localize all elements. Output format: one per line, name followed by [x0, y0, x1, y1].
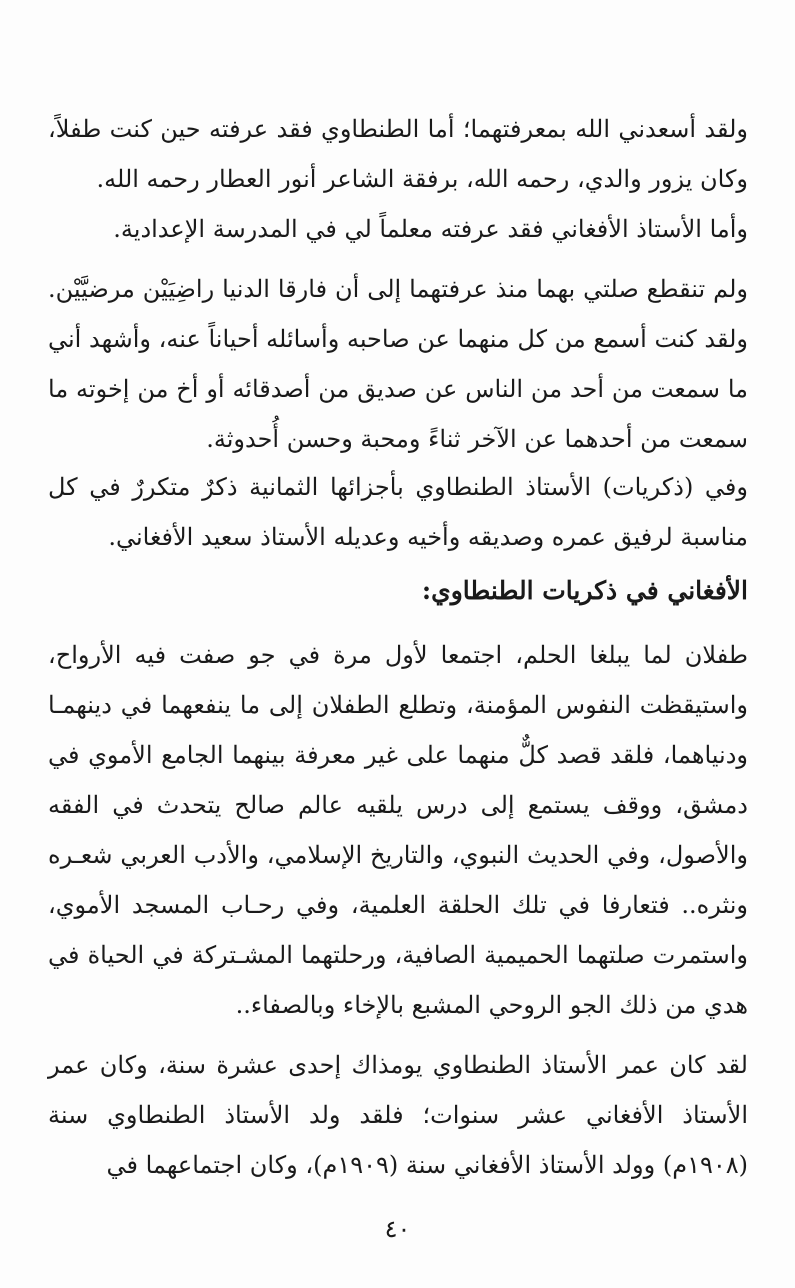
paragraph-acquaintance: ولقد أسعدني الله بمعرفتهما؛ أما الطنطاوي فقد عرفته حين كنت طفلاً، وكان يزور والدي، رحمه الله، برفقة الشاعر أنور العطار رحمه الله.: [48, 115, 748, 193]
paragraph-afghani-teacher: وأما الأستاذ الأفغاني فقد عرفته معلماً لي في المدرسة الإعدادية.: [113, 215, 748, 243]
paragraph-ages: لقد كان عمر الأستاذ الطنطاوي يومذاك إحدى عشرة سنة، وكان عمر الأستاذ الأفغاني عشر سنوات؛ فلقد ولد الأستاذ الطنطاوي سنة (١٩٠٨م) وولد الأستاذ الأفغاني سنة (١٩٠٩م)، وكان اجتماعهما في: [48, 1051, 748, 1179]
section-heading: الأفغاني في ذكريات الطنطاوي:: [421, 576, 748, 605]
paragraph-mutual-praise: ولم تنقطع صلتي بهما منذ عرفتهما إلى أن فارقا الدنيا راضِيَيْن مرضيَّيْن. ولقد كنت أسمع من كل منهما عن صاحبه وأسائله أحياناً عنه، وأشهد أني ما سمعت من أحد من الناس عن صديق من أصدقائه أو أخ من إخوته ما سمعت من أحدهما عن الآخر ثناءً ومحبة وحسن أُحدوثة.: [48, 275, 748, 453]
paragraph-first-meeting: طفلان لما يبلغا الحلم، اجتمعا لأول مرة في جو صفت فيه الأرواح، واستيقظت النفوس المؤمنة، وتطلع الطفلان إلى ما ينفعهما في دينهمـا ودنياهما، فلقد قصد كلٌّ منهما على غير معرفة بينهما الجامع الأموي في دمشق، ووقف يستمع إلى درس يلقيه عالم صالح يتحدث في الفقه والأصول، وفي الحديث النبوي، والتاريخ الإسلامي، والأدب العربي شعـره ونثره.. فتعارفا في تلك الحلقة العلمية، وفي رحـاب المسجد الأموي، واستمرت صلتهما الحميمية الصافية، ورحلتهما المشـتركة في الحياة في هدي من ذلك الجو الروحي المشبع بالإخاء وبالصفاء..: [48, 641, 748, 1019]
paragraph-memoirs-mention: وفي (ذكريات) الأستاذ الطنطاوي بأجزائها الثمانية ذكرٌ متكررٌ في كل مناسبة لرفيق عمره وصديقه وأخيه وعديله الأستاذ سعيد الأفغاني.: [48, 473, 748, 551]
page-number: ٤٠: [384, 1215, 411, 1243]
